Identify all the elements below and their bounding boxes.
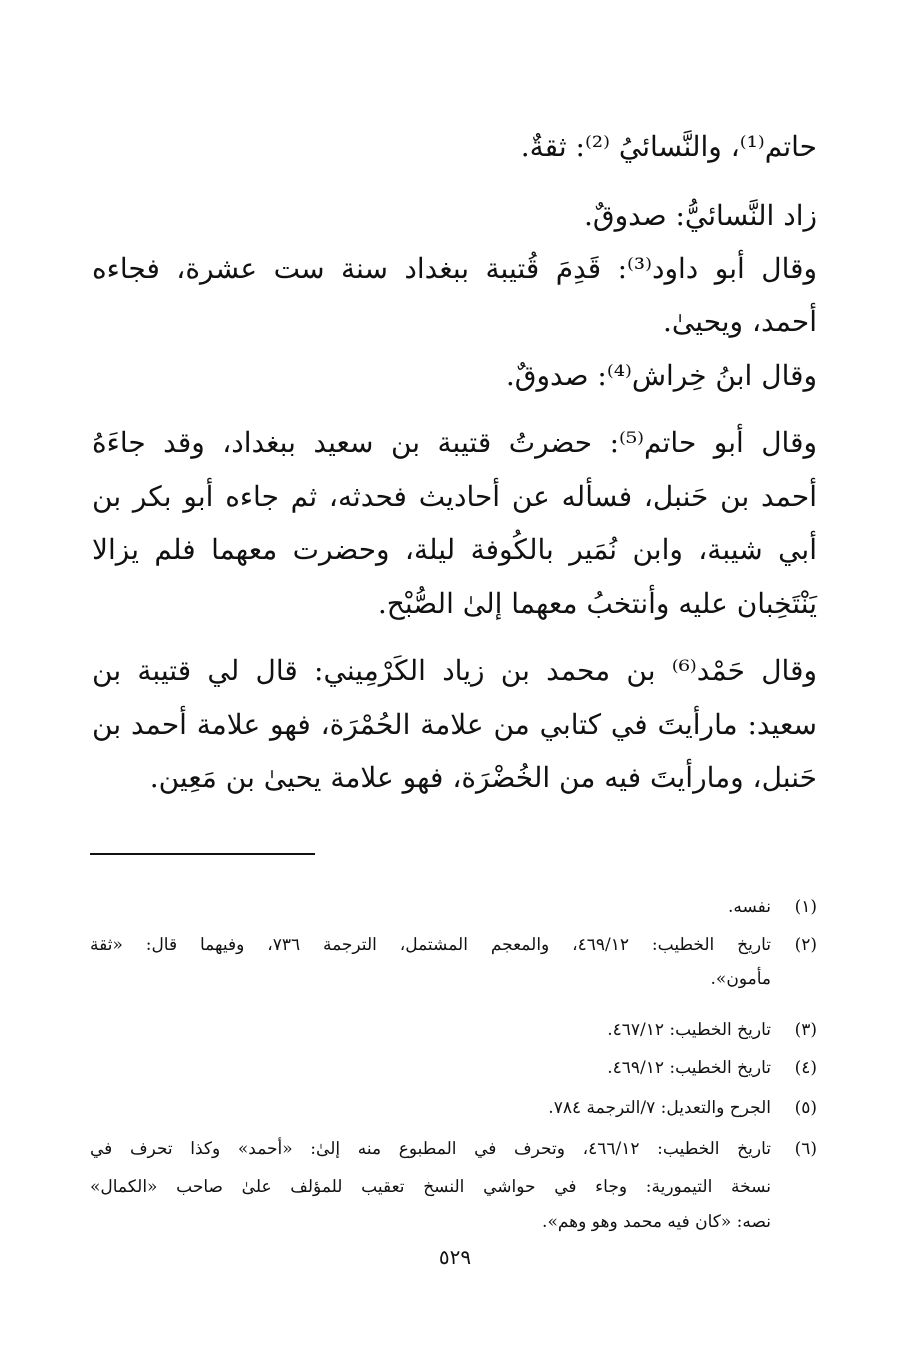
- footnote-text: نسخة التيمورية: وجاء في حواشي النسخ تعقيب للمؤلف علىٰ صاحب «الكمال»: [90, 1177, 771, 1197]
- footnote-number: (٢): [794, 935, 817, 955]
- footnote-text: الجرح والتعديل: ٧/الترجمة ٧٨٤.: [548, 1098, 771, 1118]
- footnote-number: (١): [794, 897, 817, 917]
- text-line: أحمد بن حَنبل، فسأله عن أحاديث فحدثه، ثم جاءه أبو بكر بن: [92, 480, 817, 513]
- footnote-text: تاريخ الخطيب: ٤٦٧/١٢.: [607, 1020, 771, 1040]
- text-line: وقال أبو حاتم⁽⁵⁾: حضرتُ قتيبة بن سعيد ببغداد، وقد جاءَهُ: [92, 426, 817, 459]
- text-line: زاد النَّسائيُّ: صدوقٌ.: [583, 199, 817, 232]
- footnote: [90, 1091, 817, 1125]
- footnote-text: مأمون».: [710, 969, 771, 989]
- footnote-text: تاريخ الخطيب: ٤٦٩/١٢، والمعجم المشتمل، الترجمة ٧٣٦، وفيهما قال: «ثقة: [90, 935, 771, 955]
- text-line: سعيد: مارأيتَ في كتابي من علامة الحُمْرَة، فهو علامة أحمد بن: [92, 708, 817, 741]
- footnote-continuation: [90, 962, 817, 996]
- text-line: حَنبل، ومارأيتَ فيه من الخُضْرَة، فهو علامة يحيىٰ بن مَعِين.: [149, 761, 817, 794]
- footnote-number: (٥): [794, 1098, 817, 1118]
- page-number: ٥٢٩: [438, 1245, 472, 1269]
- footnote-separator: [90, 853, 315, 855]
- footnote-text: تاريخ الخطيب: ٤٦٦/١٢، وتحرف في المطبوع منه إلىٰ: «أحمد» وكذا تحرف في: [90, 1139, 771, 1159]
- text-line: وقال أبو داود⁽³⁾: قَدِمَ قُتيبة ببغداد سنة ست عشرة، فجاءه: [92, 252, 818, 285]
- footnote-text: نفسه.: [727, 897, 771, 917]
- footnote: [90, 1051, 817, 1085]
- footnote: [90, 928, 817, 962]
- footnote-continuation: [90, 1205, 817, 1239]
- footnote-continuation: [90, 1170, 817, 1204]
- footnote: [90, 1132, 817, 1166]
- footnote-number: (٦): [794, 1139, 817, 1159]
- text-line: أبي شيبة، وابن نُمَير بالكُوفة ليلة، وحضرت معهما فلم يزالا: [92, 533, 817, 566]
- footnote-number: (٤): [794, 1058, 817, 1078]
- footnote-text: تاريخ الخطيب: ٤٦٩/١٢.: [607, 1058, 771, 1078]
- text-line: حاتم⁽¹⁾، والنَّسائيُ ⁽²⁾: ثقةٌ.: [520, 130, 817, 163]
- text-line: وقال حَمْد⁽⁶⁾ بن محمد بن زياد الكَرْمِيني: قال لي قتيبة بن: [92, 654, 817, 687]
- footnote-number: (٣): [794, 1020, 817, 1040]
- text-line: أحمد، ويحيىٰ.: [663, 305, 817, 338]
- text-line: وقال ابنُ خِراش⁽⁴⁾: صدوقٌ.: [505, 359, 817, 392]
- text-line: يَنْتَخِبان عليه وأنتخبُ معهما إلىٰ الصُّبْح.: [377, 587, 817, 620]
- footnote-text: نصه: «كان فيه محمد وهو وهم».: [542, 1212, 771, 1232]
- footnote: [90, 890, 817, 924]
- footnote: [90, 1013, 817, 1047]
